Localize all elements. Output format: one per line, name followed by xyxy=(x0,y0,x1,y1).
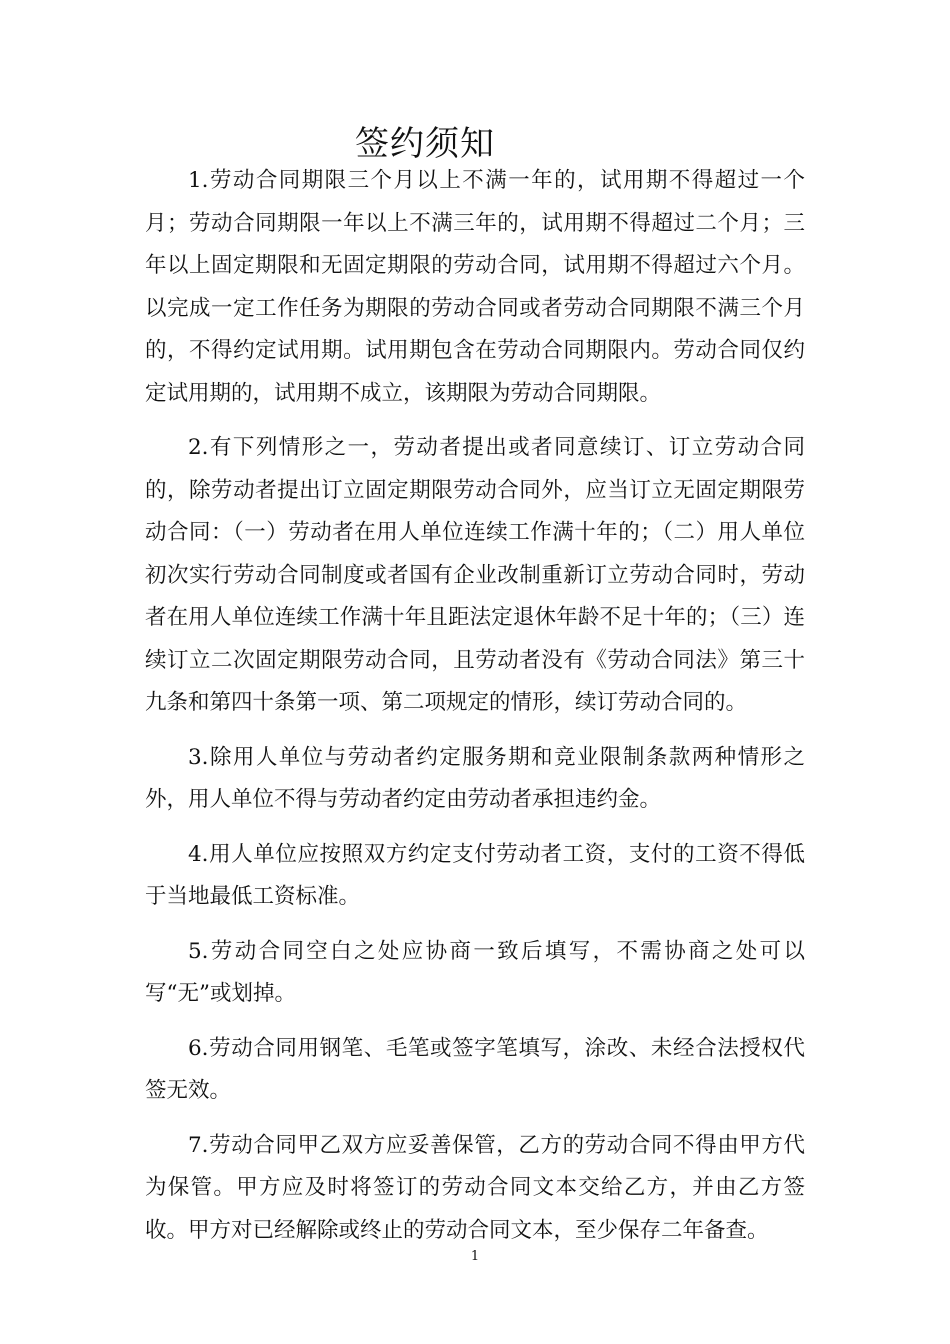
clause-2: 2.有下列情形之一，劳动者提出或者同意续订、订立劳动合同的，除劳动者提出订立固定期限劳动合同外，应当订立无固定期限劳动合同：（一）劳动者在用人单位连续工作满十年的；（二）用人单位初次实行劳动合同制度或者国有企业改制重新订立劳动合同时，劳动者在用人单位连续工作满十年且距法定退休年龄不足十年的；（三）连续订立二次固定期限劳动合同，且劳动者没有《劳动合同法》第三十九条和第四十条第一项、第二项规定的情形，续订劳动合同的。 xyxy=(145,435,805,715)
clause-5: 5.劳动合同空白之处应协商一致后填写，不需协商之处可以写“无”或划掉。 xyxy=(145,938,805,1006)
clause-6: 6.劳动合同用钢笔、毛笔或签字笔填写，涂改、未经合法授权代签无效。 xyxy=(145,1035,805,1103)
page-title: 签约须知 xyxy=(355,123,495,164)
clause-3: 3.除用人单位与劳动者约定服务期和竞业限制条款两种情形之外，用人单位不得与劳动者约定由劳动者承担违约金。 xyxy=(145,744,805,812)
clause-7: 7.劳动合同甲乙双方应妥善保管，乙方的劳动合同不得由甲方代为保管。甲方应及时将签订的劳动合同文本交给乙方，并由乙方签收。甲方对已经解除或终止的劳动合同文本，至少保存二年备查。 xyxy=(145,1132,805,1243)
document-body xyxy=(145,160,805,1264)
clause-4: 4.用人单位应按照双方约定支付劳动者工资，支付的工资不得低于当地最低工资标准。 xyxy=(145,841,805,909)
page-number: 1 xyxy=(470,1249,480,1264)
clause-1: 1.劳动合同期限三个月以上不满一年的，试用期不得超过一个月；劳动合同期限一年以上不满三年的，试用期不得超过二个月；三年以上固定期限和无固定期限的劳动合同，试用期不得超过六个月。以完成一定工作任务为期限的劳动合同或者劳动合同期限不满三个月的，不得约定试用期。试用期包含在劳动合同期限内。劳动合同仅约定试用期的，试用期不成立，该期限为劳动合同期限。 xyxy=(145,168,805,406)
